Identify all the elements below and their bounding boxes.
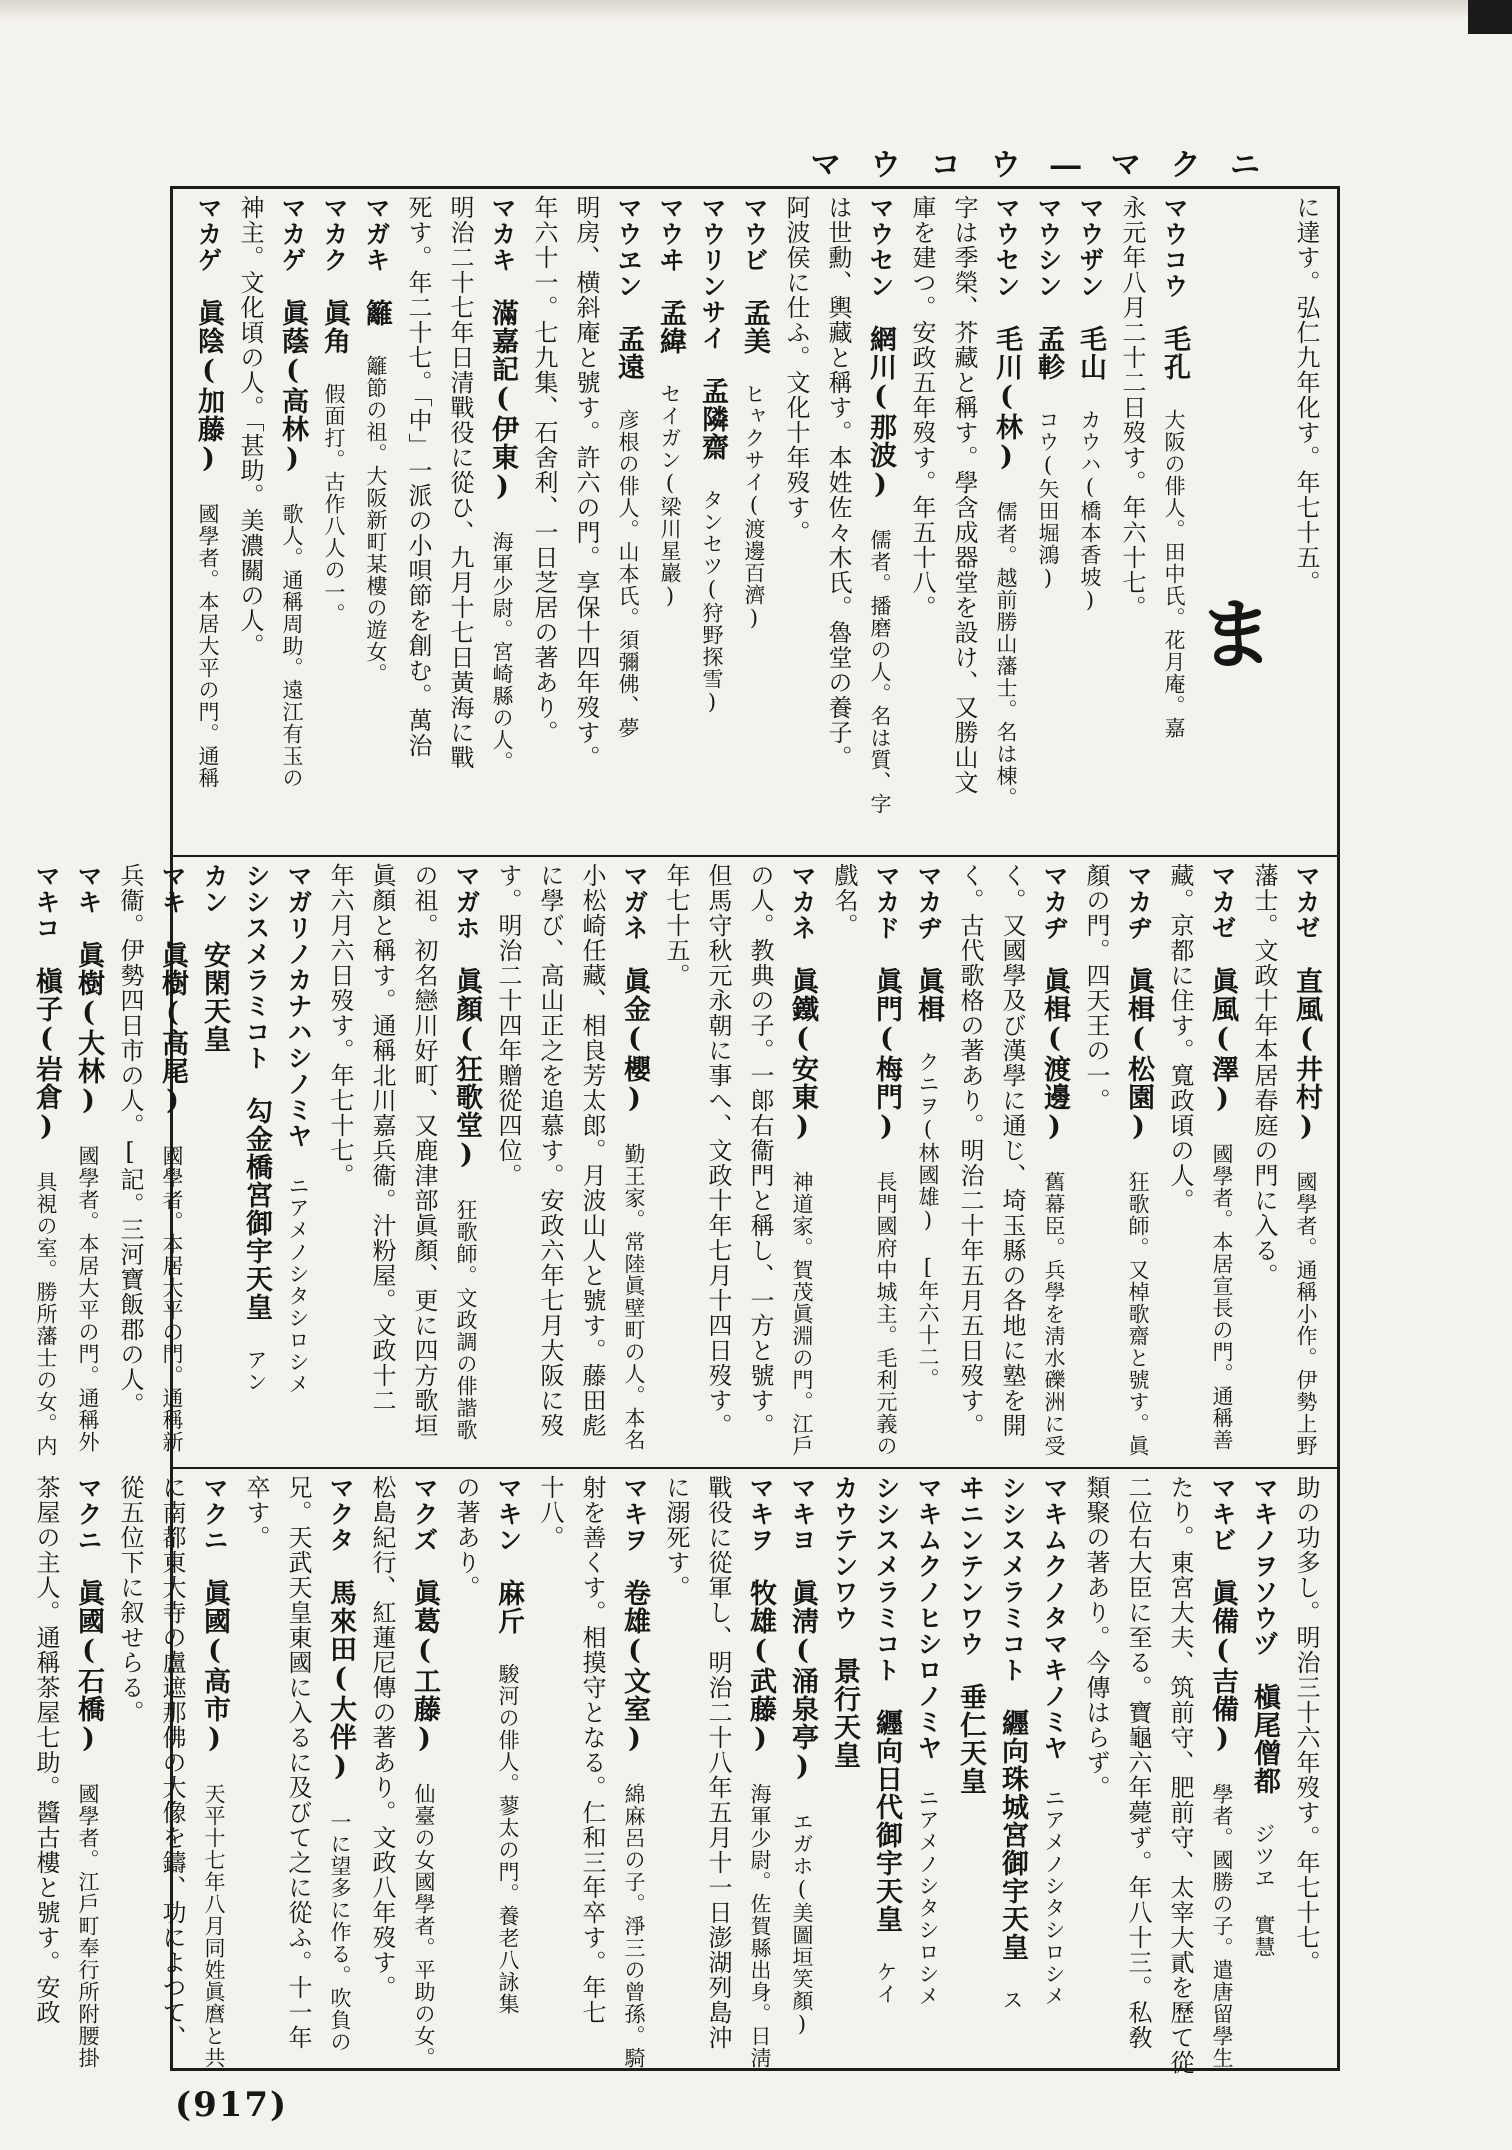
entry-reading: カウテンワウ <box>830 1475 859 1657</box>
entry-text: カウハ(橋本香坡) <box>1078 409 1102 613</box>
entry-reading: マクタ <box>326 1475 355 1579</box>
entry-heading-line <box>1243 1475 1285 2062</box>
entry-headword: 纒向日代御宇天皇 <box>871 1709 902 1961</box>
entry-reading: マカヂ <box>1040 863 1069 967</box>
entry-headword: 麻斤 <box>493 1579 524 1663</box>
entry-continuation-line <box>277 1475 319 2062</box>
entry-continuation-line <box>1075 1475 1117 2062</box>
entry-continuation-line <box>817 195 859 849</box>
entry-text: 國學者。本居大平の門。通稱新 <box>160 1145 184 1453</box>
entry-headword: 馬來田(大伴) <box>325 1579 356 1811</box>
entry-text: の著あり。 <box>452 1475 480 1600</box>
entry-text: コウ(矢田堀鴻) <box>1036 409 1060 591</box>
entry-text: 年六月六日歿す。年七十七。 <box>326 863 354 1188</box>
entry-reading: マクニ <box>200 1475 229 1579</box>
entry-headword: 眞楫 <box>913 967 944 1051</box>
entry-headword: 眞門(梅門) <box>871 967 902 1171</box>
entry-text: に溺死す。 <box>662 1475 690 1600</box>
entry-reading: マウリンサイ <box>698 195 727 377</box>
entry-continuation-line <box>565 195 607 849</box>
entry-text: 字は季榮、芥藏と稱す。學含成器堂を設け、又勝山文 <box>950 195 978 795</box>
entry-headword: 牧雄(武藤) <box>745 1579 776 1783</box>
entry-reading: マクズ <box>410 1475 439 1579</box>
entry-reading: マクニ <box>74 1475 103 1579</box>
entry-text: 舊幕臣。兵學を淸水礫洲に受 <box>1042 1171 1066 1457</box>
entry-headword: 槇尾僧都 <box>1249 1683 1280 1823</box>
entry-continuation-line <box>1117 1475 1159 2062</box>
entry-heading-line <box>487 1475 529 2062</box>
entry-text: 神主。文化頃の人。「甚助。美濃關の人。 <box>236 195 264 658</box>
entry-text: 藏。京都に住す。寬政頃の人。 <box>1166 863 1194 1213</box>
entry-headword: 卷雄(文室) <box>619 1579 650 1783</box>
entry-reading: マキヲ <box>746 1475 775 1579</box>
entry-reading: ヰニンテンワウ <box>956 1475 985 1683</box>
entry-text: 綿麻呂の子。淨三の曾孫。騎 <box>622 1783 646 2069</box>
entry-continuation-line <box>397 195 439 849</box>
entry-continuation-line <box>523 195 565 849</box>
entry-text: 永元年八月二十二日歿す。年六十七。 <box>1118 195 1146 620</box>
entry-reading: マガネ <box>620 863 649 967</box>
entry-continuation-line <box>1075 863 1117 1461</box>
entry-text: く。古代歌格の著あり。明治二十年五月五日歿す。 <box>956 863 984 1438</box>
entry-text: 假面打。古作八人の一。 <box>322 383 346 625</box>
entry-continuation-line <box>445 1475 487 2062</box>
entry-continuation-line <box>151 1475 193 2062</box>
entry-reading: マカク <box>320 195 349 299</box>
entry-heading-line <box>235 863 277 1461</box>
entry-continuation-line <box>739 863 781 1461</box>
entry-text: 海軍少尉。宮崎縣の人。 <box>490 531 514 773</box>
entry-headword: 眞金(櫻) <box>619 967 650 1143</box>
entry-headword: 眞葛(工藤) <box>409 1579 440 1783</box>
entry-heading-line <box>25 863 67 1461</box>
entry-text: 儒者。播磨の人。名は質、字 <box>868 529 892 815</box>
entry-text: ス <box>1000 1989 1024 2011</box>
entry-text: の祖。初名戀川好町、又鹿津部眞顏、更に四方歌垣 <box>410 863 438 1438</box>
entry-continuation-line <box>403 863 445 1461</box>
section-kana-heading: ま <box>1184 593 1275 671</box>
entry-continuation-line <box>823 863 865 1461</box>
tier-upper <box>173 189 1337 857</box>
entry-heading-line <box>949 1475 991 2062</box>
entry-text: 國學者。本居大平の門。通稱 <box>196 503 220 789</box>
entry-text: ニアメノシタシロシメ <box>286 1175 310 1395</box>
entry-text: たり。東宮大夫、筑前守、肥前守、太宰大貳を歷て從 <box>1166 1475 1194 2075</box>
entry-reading: マガホ <box>452 863 481 967</box>
entry-heading-line <box>907 1475 949 2062</box>
entry-continuation-line <box>25 1475 67 2062</box>
entry-text: 明治二十七年日清戰役に從ひ、九月十七日黃海に戰 <box>446 195 474 770</box>
entry-heading-line <box>1033 1475 1075 2062</box>
entry-headword: 槇子(岩倉) <box>31 967 62 1171</box>
entry-text: クニヲ(林國雄) [年六十二。 <box>916 1051 940 1390</box>
entry-text: ケイ <box>874 1961 898 2005</box>
entry-headword: 景行天皇 <box>829 1657 860 1797</box>
entry-continuation-line <box>361 1475 403 2062</box>
entry-reading: マカネ <box>788 863 817 967</box>
entry-continuation-line <box>1111 195 1153 849</box>
entry-reading: シシスメラミコト <box>872 1475 901 1709</box>
entry-heading-line <box>907 863 949 1461</box>
entry-heading-line <box>781 863 823 1461</box>
entry-headword: 毛山 <box>1075 325 1106 409</box>
entry-text: 儒者。越前勝山藩士。名は棟。 <box>994 501 1018 809</box>
entry-heading-line <box>613 1475 655 2069</box>
scan-edge <box>0 0 1512 20</box>
entry-heading-line <box>67 863 109 1461</box>
entry-heading-line <box>865 863 907 1461</box>
entry-reading: マキン <box>494 1475 523 1579</box>
entry-continuation-line <box>235 1475 277 2062</box>
entry-reading: マカキ <box>488 195 517 299</box>
entry-continuation-line <box>697 1475 739 2062</box>
entry-text: 戰役に從軍し、明治二十八年五月十一日澎湖列島沖 <box>704 1475 732 2050</box>
entry-text: 天平十七年八月同姓眞麿と共 <box>202 1783 226 2069</box>
entry-text: 藩士。文政十年本居春庭の門に入る。 <box>1250 863 1278 1288</box>
entry-continuation-line <box>109 863 151 1461</box>
entry-reading: シシスメラミコト <box>998 1475 1027 1709</box>
running-head: マウコウ―マクニ <box>810 148 1290 183</box>
entry-headword: 毛孔 <box>1159 325 1190 409</box>
entry-continuation-line <box>529 1475 571 2062</box>
entry-text: ニアメノシタシロシメ <box>916 1787 940 2007</box>
entry-headword: 孟軫 <box>1033 325 1064 409</box>
tier-middle <box>31 857 1337 1469</box>
entry-text: 年六十一。七九集、石舍利、一日芝居の著あり。 <box>530 195 558 745</box>
entry-text: 十八。 <box>536 1475 564 1550</box>
entry-text: 顏の門。四天王の一。 <box>1082 863 1110 1113</box>
entry-continuation-line <box>655 863 697 1461</box>
entry-reading: マウセン <box>992 195 1021 325</box>
entry-headword: 滿嘉記(伊東) <box>487 299 518 531</box>
entry-heading-line <box>985 195 1027 849</box>
entry-headword: 眞角 <box>319 299 350 383</box>
entry-heading-line <box>823 1475 865 2062</box>
entry-heading-line <box>1153 195 1195 849</box>
entry-heading-line <box>355 195 397 849</box>
entry-heading-line <box>403 1475 445 2069</box>
entry-text: 國學者。通稱小作。伊勢上野 <box>1294 1171 1318 1457</box>
entry-reading: シシスメラミコト <box>242 863 271 1097</box>
entry-text: 二位右大臣に至る。寶龜六年薨ず。年八十三。私敎 <box>1124 1475 1152 2050</box>
entry-text: に達す。弘仁九年化す。年七十五。 <box>1292 195 1320 595</box>
entry-reading: マキ <box>74 863 103 941</box>
entry-text: 長門國府中城主。毛利元義の <box>874 1171 898 1457</box>
entry-text: 類聚の著あり。今傳はらず。 <box>1082 1475 1110 1800</box>
entry-headword: 眞國(高市) <box>199 1579 230 1783</box>
entry-heading-line <box>1285 863 1327 1461</box>
entry-reading: マウセン <box>866 195 895 325</box>
entry-heading-line <box>67 1475 109 2069</box>
entry-text: ジツヱ 實慧 <box>1252 1823 1276 1958</box>
entry-text: す。明治二十四年贈從四位。 <box>494 863 522 1188</box>
entry-continuation-line <box>1285 195 1327 849</box>
entry-heading-line <box>187 195 229 849</box>
entry-reading: マガリノカナハシノミヤ <box>284 863 313 1175</box>
entry-heading-line <box>691 195 733 849</box>
entry-text: 明房、横斜庵と號す。許六の門。享保十四年歿す。 <box>572 195 600 770</box>
entry-heading-line <box>781 1475 823 2062</box>
entry-text: 茶屋の主人。通稱茶屋七助。醬古樓と號す。安政 <box>32 1475 60 2025</box>
entry-headword: 眞風(澤) <box>1207 967 1238 1143</box>
entry-continuation-line <box>571 863 613 1461</box>
entry-text: く。又國學及び漢學に通じ、埼玉縣の各地に塾を開 <box>998 863 1026 1438</box>
tier-lower <box>32 1469 1337 2075</box>
entry-text: 籬節の祖。大阪新町某樓の遊女。 <box>364 355 388 685</box>
entry-text: に南都東大寺の盧遮那佛の大像を鑄、功によつて、 <box>158 1475 186 2050</box>
entry-text: 從五位下に叙せらる。 <box>116 1475 144 1725</box>
entry-continuation-line <box>361 863 403 1461</box>
entry-text: 兵衞。伊勢四日市の人。[記。三河寶飯郡の人。 <box>116 863 144 1417</box>
entry-text: 射を善くす。相摸守となる。仁和三年卒す。年七 <box>578 1475 606 2025</box>
entry-heading-line <box>277 863 319 1461</box>
entry-continuation-line <box>1285 1475 1327 2062</box>
page-number: (917) <box>175 2085 289 2125</box>
entry-continuation-line <box>109 1475 151 2062</box>
entry-text: 國學者。本居大平の門。通稱外 <box>76 1145 100 1453</box>
entry-heading-line <box>193 1475 235 2069</box>
entry-continuation-line <box>655 1475 697 2062</box>
entry-reading: マウザン <box>1076 195 1105 325</box>
entry-reading: マカゼ <box>1208 863 1237 967</box>
entry-headword: 眞楫(渡邊) <box>1039 967 1070 1171</box>
entry-text: 庫を建つ。安政五年歿す。年五十八。 <box>908 195 936 620</box>
entry-text: の人。教典の子。一郞右衞門と稱し、一方と號す。 <box>746 863 774 1438</box>
entry-text: エガホ(美圖垣笑顏) <box>790 1811 814 2037</box>
entry-continuation-line <box>949 863 991 1461</box>
entry-text: 狂歌師。又棹歌齋と號す。眞 <box>1126 1171 1150 1457</box>
entry-text: 阿波侯に仕ふ。文化十年歿す。 <box>782 195 810 545</box>
entry-text: 但馬守秋元永朝に事へ、文政十年七月十四日歿す。 <box>704 863 732 1438</box>
entry-headword: 籬 <box>361 299 392 355</box>
entry-reading: マキヨ <box>788 1475 817 1579</box>
entry-reading: マカヂ <box>1124 863 1153 967</box>
entry-heading-line <box>1033 863 1075 1461</box>
entry-reading: マウコウ <box>1160 195 1189 325</box>
entry-heading-line <box>607 195 649 849</box>
entry-headword: 直風(井村) <box>1291 967 1322 1171</box>
entry-reading: マカヂ <box>914 863 943 967</box>
entry-text: 勤王家。常陸眞壁町の人。本名 <box>622 1143 646 1451</box>
entry-headword: 眞楫(松園) <box>1123 967 1154 1171</box>
entry-heading-line <box>1117 863 1159 1461</box>
entry-text: 戲名。 <box>830 863 858 938</box>
entry-heading-line <box>859 195 901 849</box>
entry-continuation-line <box>439 195 481 849</box>
entry-headword: 垂仁天皇 <box>955 1683 986 1823</box>
entry-text: 仙臺の女國學者。平助の女。 <box>412 1783 436 2069</box>
entry-reading: マキ <box>158 863 187 941</box>
entry-reading: マカド <box>872 863 901 967</box>
entry-reading: マウビ <box>740 195 769 299</box>
scan-corner-mark <box>1468 0 1512 34</box>
entry-reading: マウヰ <box>656 195 685 299</box>
entry-text: 卒す。 <box>242 1475 270 1550</box>
entry-reading: マキコ <box>32 863 61 967</box>
entry-reading: マウヱン <box>614 195 643 325</box>
entry-text: 助の功多し。明治三十六年歿す。年七十七。 <box>1292 1475 1320 1975</box>
entry-reading: カン <box>200 863 229 941</box>
entry-continuation-line <box>487 863 529 1461</box>
entry-text: 駿河の俳人。蓼太の門。養老八詠集 <box>496 1663 520 2015</box>
entry-heading-line <box>733 195 775 849</box>
entry-text: 海軍少尉。佐賀縣出身。日淸 <box>748 1783 772 2069</box>
entry-headword: 眞陰(加藤) <box>193 299 224 503</box>
entry-text: 一に望多に作る。吹負の <box>328 1811 352 2053</box>
entry-heading-line <box>193 863 235 1461</box>
entry-heading-line <box>1201 1475 1243 2069</box>
entry-headword: 孟隣齋 <box>697 377 728 489</box>
entry-heading-line <box>991 1475 1033 2062</box>
entry-heading-line <box>1069 195 1111 849</box>
entry-text: ヒャクサイ(渡邊百濟) <box>742 383 766 631</box>
entry-continuation-line <box>697 863 739 1461</box>
entry-heading-line <box>649 195 691 849</box>
entry-continuation-line <box>775 195 817 849</box>
dictionary-frame <box>31 186 1340 2075</box>
entry-text: タンセツ(狩野探雪) <box>700 489 724 715</box>
entry-text: 兄。天武天皇東國に入るに及びて之に從ふ。十一年 <box>284 1475 312 2050</box>
entry-text: 大阪の俳人。田中氏。花月庵。嘉 <box>1162 409 1186 739</box>
entry-heading-line <box>739 1475 781 2069</box>
entry-continuation-line <box>991 863 1033 1461</box>
entry-text: 小松崎任藏、相良芳太郎。月波山人と號す。藤田彪 <box>578 863 606 1438</box>
entry-continuation-line <box>319 863 361 1461</box>
entry-heading-line <box>271 195 313 849</box>
entry-text: 國學者。江戶町奉行所附腰掛 <box>76 1783 100 2069</box>
entry-continuation-line <box>529 863 571 1461</box>
entry-heading-line <box>319 1475 361 2062</box>
entry-headword: 眞國(石橋) <box>73 1579 104 1783</box>
entry-text: 松島紀行、紅蓮尼傳の著あり。文政八年歿す。 <box>368 1475 396 2000</box>
entry-reading: マウシン <box>1034 195 1063 325</box>
entry-continuation-line <box>1159 863 1201 1461</box>
entry-text: ニアメノシタシロシメ <box>1042 1787 1066 2007</box>
entry-heading-line <box>151 863 193 1461</box>
entry-headword: 孟緯 <box>655 299 686 383</box>
entry-text: 死す。年二十七。「中」一派の小唄節を創む。萬治 <box>404 195 432 758</box>
entry-headword: 孟遠 <box>613 325 644 409</box>
entry-text: 狂歌師。文政調の俳諧歌 <box>454 1199 478 1441</box>
entry-text: に學び、高山正之を追慕す。安政六年七月大阪に歿 <box>536 863 564 1438</box>
entry-reading: マキムクノヒシロノミヤ <box>914 1475 943 1787</box>
entry-headword: 纒向珠城宮御宇天皇 <box>997 1709 1028 1989</box>
entry-headword: 眞備(吉備) <box>1207 1579 1238 1783</box>
entry-text: 學者。國勝の子。遣唐留學生 <box>1210 1783 1234 2069</box>
entry-heading-line <box>1201 863 1243 1461</box>
entry-text: 神道家。賀茂眞淵の門。江戶 <box>790 1171 814 1457</box>
entry-heading-line <box>613 863 655 1461</box>
entry-headword: 眞顏(狂歌堂) <box>451 967 482 1199</box>
entry-reading: マキビ <box>1208 1475 1237 1579</box>
entry-heading-line <box>313 195 355 849</box>
entry-reading: マカゲ <box>278 195 307 299</box>
entry-continuation-line <box>1243 863 1285 1461</box>
entry-reading: マキヲ <box>620 1475 649 1579</box>
entry-heading-line <box>481 195 523 849</box>
entry-headword: 安閑天皇 <box>199 941 230 1081</box>
entry-continuation-line <box>901 195 943 849</box>
entry-text: 彦根の俳人。山本氏。須彌佛、夢 <box>616 409 640 739</box>
entry-headword: 眞樹(大林) <box>73 941 104 1145</box>
entry-continuation-line <box>229 195 271 849</box>
entry-reading: マキノヲソウヅ <box>1250 1475 1279 1683</box>
entry-text: 年七十五。 <box>662 863 690 988</box>
entry-headword: 眞淸(涌泉亭) <box>787 1579 818 1811</box>
entry-reading: マカゼ <box>1292 863 1321 967</box>
entry-continuation-line <box>571 1475 613 2062</box>
entry-headword: 眞樹(高尾) <box>157 941 188 1145</box>
entry-text: セイガン(梁川星巖) <box>658 383 682 609</box>
entry-text: 具視の室。勝所藩士の女。内 <box>34 1171 58 1457</box>
entry-heading-line <box>445 863 487 1461</box>
entry-heading-line <box>1027 195 1069 849</box>
entry-reading: マカゲ <box>194 195 223 299</box>
entry-headword: 勾金橋宮御宇天皇 <box>241 1097 272 1349</box>
entry-headword: 眞蔭(高林) <box>277 299 308 503</box>
entry-reading: マガキ <box>362 195 391 299</box>
entry-text: 國學者。本居宣長の門。通稱善 <box>1210 1143 1234 1451</box>
entry-text: 歌人。通稱周助。遠江有玉の <box>280 503 304 789</box>
entry-text: 眞顏と稱す。通稱北川嘉兵衞。汁粉屋。文政十二 <box>368 863 396 1413</box>
entry-heading-line <box>865 1475 907 2062</box>
entry-text: アン <box>244 1349 268 1393</box>
entry-headword: 孟美 <box>739 299 770 383</box>
entry-text: は世勳、輿藏と稱す。本姓佐々木氏。魯堂の養子。 <box>824 195 852 770</box>
entry-headword: 眞鐵(安東) <box>787 967 818 1171</box>
entry-continuation-line <box>1159 1475 1201 2075</box>
entry-headword: 毛川(林) <box>991 325 1022 501</box>
entry-headword: 網川(那波) <box>865 325 896 529</box>
entry-continuation-line <box>943 195 985 849</box>
entry-reading: マキムクノタマキノミヤ <box>1040 1475 1069 1787</box>
